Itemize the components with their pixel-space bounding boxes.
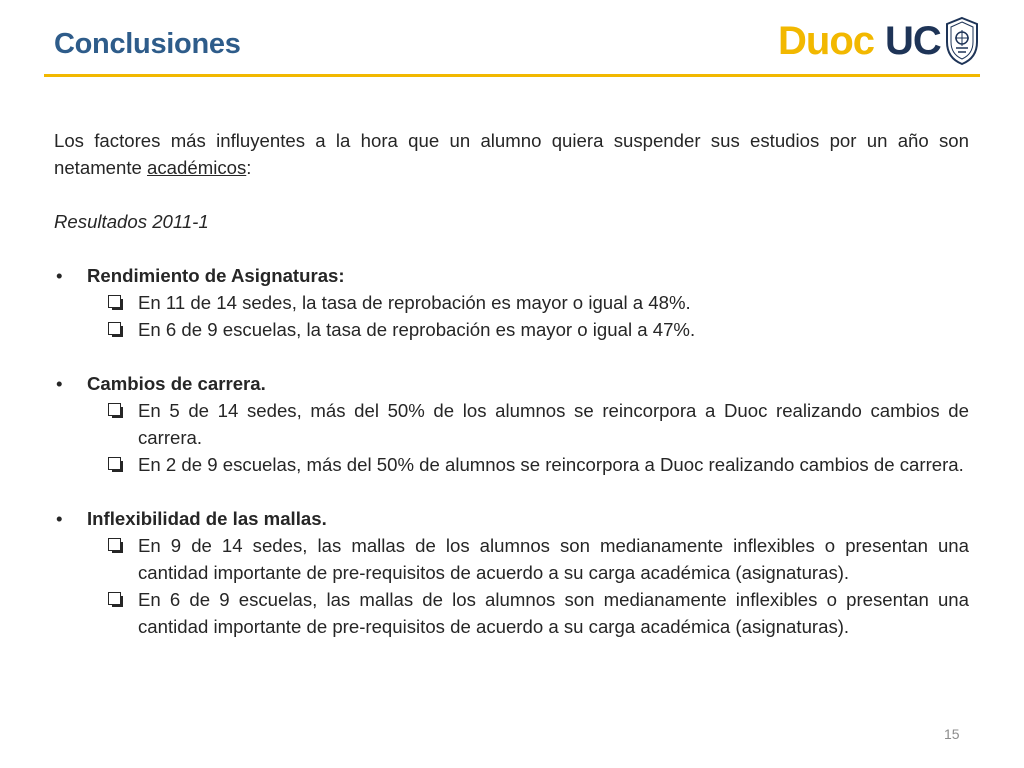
- list-item: [54, 397, 969, 451]
- page-title: Conclusiones: [54, 28, 241, 60]
- bullet-icon: •: [56, 508, 63, 529]
- list-item-text: En 6 de 9 escuelas, las mallas de los alumnos son medianamente inflexibles o presentan una cantidad importante de pre-requisitos de acuerdo a su carga académica (asignaturas).: [138, 589, 969, 637]
- intro-underlined-text: académicos: [147, 157, 247, 178]
- title-underline: [44, 74, 980, 77]
- bullet-icon: •: [56, 265, 63, 286]
- section-rendimiento: [54, 262, 969, 343]
- checkbox-bullet-icon: [108, 295, 121, 308]
- bullet-icon: •: [56, 373, 63, 394]
- results-label: Resultados 2011-1: [54, 211, 209, 232]
- checkbox-bullet-icon: [108, 322, 121, 335]
- list-item-text: En 2 de 9 escuelas, más del 50% de alumnos se reincorpora a Duoc realizando cambios de carrera.: [138, 454, 964, 475]
- checkbox-bullet-icon: [108, 592, 121, 605]
- list-item: [54, 451, 969, 478]
- list-item: [54, 532, 969, 586]
- section-cambios: [54, 370, 969, 478]
- logo-uc-text: UC: [885, 19, 941, 63]
- list-item: [54, 316, 969, 343]
- section-heading: [54, 505, 969, 532]
- uc-seal-icon: [944, 16, 980, 66]
- list-item-text: En 9 de 14 sedes, las mallas de los alumnos son medianamente inflexibles o presentan una cantidad importante de pre-requisitos de acuerdo a su carga académica (asignaturas).: [138, 535, 969, 583]
- checkbox-bullet-icon: [108, 403, 121, 416]
- logo-duoc-text: Duoc: [778, 19, 874, 63]
- slide-body: [54, 127, 969, 667]
- section-heading-text: Cambios de carrera.: [87, 373, 266, 394]
- checkbox-bullet-icon: [108, 457, 121, 470]
- list-item: [54, 289, 969, 316]
- list-item-text: En 11 de 14 sedes, la tasa de reprobación es mayor o igual a 48%.: [138, 292, 691, 313]
- section-heading: [54, 262, 969, 289]
- section-inflexibilidad: [54, 505, 969, 640]
- list-item-text: En 6 de 9 escuelas, la tasa de reprobación es mayor o igual a 47%.: [138, 319, 696, 340]
- checkbox-bullet-icon: [108, 538, 121, 551]
- intro-text-end: :: [246, 157, 252, 178]
- section-heading-text: Inflexibilidad de las mallas.: [87, 508, 327, 529]
- section-heading: [54, 370, 969, 397]
- section-heading-text: Rendimiento de Asignaturas:: [87, 265, 345, 286]
- list-item-text: En 5 de 14 sedes, más del 50% de los alumnos se reincorpora a Duoc realizando cambios de carrera.: [138, 400, 969, 448]
- intro-paragraph: [54, 127, 969, 181]
- intro-text: Los factores más influyentes a la hora que un alumno quiera suspender sus estudios por un año son netamente: [54, 130, 969, 178]
- list-item: [54, 586, 969, 640]
- page-number: 15: [944, 726, 960, 742]
